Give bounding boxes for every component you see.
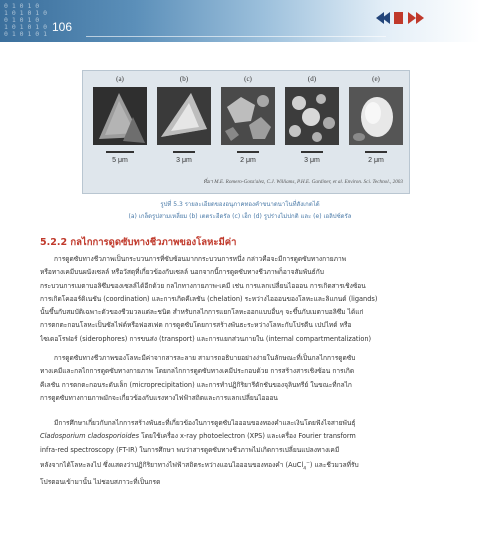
header-divider	[86, 36, 386, 37]
scale-bar-d	[285, 151, 339, 153]
page-header	[0, 0, 480, 42]
paragraph-1	[40, 253, 454, 346]
nav-previous-icon[interactable]	[376, 12, 390, 24]
paragraph-2	[40, 352, 454, 405]
sem-image-c	[221, 87, 275, 145]
paragraph-text: หลังจากได้โลหะลงไป ซึ่งแสดงว่าปฏิกิริยาทางไฟฟ้าสถิตระหว่างแอนไอออนของทองคำ (AuCl	[40, 461, 304, 470]
paragraph-line: การดูดซับทางกายภาพมักจะเกี่ยวข้องกับแรงทางไฟฟ้าสถิตและการแลกเปลี่ยนไอออน	[40, 393, 278, 402]
page-number: 106	[52, 20, 73, 34]
page-navigation	[370, 11, 470, 25]
sem-image-b	[157, 87, 211, 145]
paragraph-line: การเกิดโคออร์ดิเนชัน (coordination) และการเกิดคีเลชัน (chelation) ระหว่างไอออนของโลหะและลิแกนด์ (ligands)	[40, 294, 378, 303]
subscript: 4	[303, 466, 307, 472]
sem-image-e	[349, 87, 403, 145]
figure-caption-legend: (a) เกล็ดรูปสามเหลี่ยม (b) เตตระฮีดรัล (c) เฮ็ก (d) รูปร่างไม่ปกติ และ (e) เอลิปซ์ดรัล	[128, 213, 352, 220]
paragraph-line	[40, 430, 454, 443]
panel-label-e: (e)	[372, 75, 380, 83]
paragraph-line: การดูดซับทางชีวภาพเป็นกระบวนการที่ซับซ้อนมากกระบวนการหนึ่ง กล่าวคือจะมีการดูดซับทางกายภาพ	[54, 255, 347, 263]
scale-bar-c	[221, 151, 275, 153]
scale-label-b: 3 μm	[176, 157, 192, 164]
paragraph-line: หรือทางเคมีบนผนังเซลล์ หรือวัสดุที่เกี่ยวข้องกับเซลล์ นอกจากนี้การดูดซับทางชีวภาพก็อาจสัมพันธ์กับ	[40, 268, 324, 277]
species-name: Cladosporium cladosporioides	[40, 432, 140, 441]
paragraph-line: กระบวนการเมตาบอลิซึมของเซลล์ได้อีกด้วย กลไกทางกายภาพ-เคมี เช่น การแลกเปลี่ยนไอออน การเกิดสารเชิงซ้อน	[40, 281, 366, 290]
figure-sem-images	[82, 70, 410, 194]
scale-bar-a	[93, 151, 147, 153]
nav-next-icon[interactable]	[408, 12, 424, 24]
scale-bar-e	[349, 151, 403, 153]
paragraph-line: นั้นขึ้นกับสมบัติเฉพาะตัวของชีวมวลแต่ละชนิด สำหรับกลไกการแยกโลหะออกแบบอื่นๆ จะขึ้นกับเมตาบอลิซึม ได้แก่	[40, 308, 364, 317]
paragraph-line: ไซเดอโรฟอร์ (siderophores) การขนส่ง (transport) และการแยกส่วนภายใน (internal compartmentalization)	[40, 334, 372, 343]
paragraph-3	[40, 417, 454, 489]
scale-label-a: 5 μm	[112, 157, 128, 164]
section-heading: 5.2.2 กลไกการดูดซับทางชีวภาพของโลหะมีค่า	[40, 237, 237, 248]
panel-label-d: (d)	[307, 75, 317, 83]
superscript: −	[306, 460, 310, 466]
nav-stop-icon[interactable]	[394, 12, 403, 24]
paragraph-text: โดยใช้เครื่อง x-ray photoelectron (XPS) และเครื่อง Fourier transform	[139, 432, 356, 441]
scale-label-c: 2 μm	[240, 157, 256, 164]
paragraph-line: ทางเคมีและกลไกการดูดซับทางกายภาพ โดยกลไกการดูดซับทางเคมีประกอบด้วย การสร้างสารเชิงซ้อน การเกิด	[40, 367, 355, 376]
scale-bar-b	[157, 151, 211, 153]
paragraph-line: คีเลชัน การตกตะกอนระดับเล็ก (microprecipitation) และการทำปฏิกิริยารีดักชันของจุลินทรีย์ ในขณะที่กลไก	[40, 380, 352, 389]
figure-caption-title: รูปที่ 5.3 รายละเอียดของอนุภาคทองคำขนาดนาโนที่สังเกตได้	[160, 201, 320, 208]
paragraph-text: ) และชีวมวลที่รับ	[309, 461, 359, 470]
paragraph-line	[40, 457, 454, 476]
paragraph-line: มีการศึกษาเกี่ยวกับกลไกการสร้างพันธะที่เกี่ยวข้องในการดูดซับไอออนของทองคำและเงินโดยฟังไจสายพันธุ์	[54, 419, 356, 427]
sem-image-a	[93, 87, 147, 145]
paragraph-line: การตกตะกอนโลหะเป็นซัลไฟด์หรือฟอสเฟต การดูดซับโดยการสร้างพันธะระหว่างโลหะกับโปรตีน เปปไทด์ หรือ	[40, 321, 352, 330]
sem-image-d	[285, 87, 339, 145]
paragraph-line: infra-red spectroscopy (FT-IR) ในการศึกษา พบว่าสารดูดซับทางชีวภาพไม่เกิดการเปลี่ยนแปลงทางเคมี	[40, 445, 340, 454]
panel-label-c: (c)	[244, 75, 252, 83]
figure-credit: ที่มา M.E. Romero-Gonz'alez, C.J. Williams, P.H.E. Gardiner, et al. Environ. Sci. Technol., 2003	[203, 179, 403, 185]
binary-decoration: 0 1 0 1 0 1 0 1 0 1 0 0 1 0 1 0 1 0 1 0 1 0 0 1 0 1 0 1	[4, 2, 48, 38]
panel-label-b: (b)	[179, 75, 189, 83]
scale-label-d: 3 μm	[304, 157, 320, 164]
paragraph-line: โปรตอนเข้ามานั้น ไม่ชอบสภาวะที่เป็นกรด	[40, 477, 161, 486]
paragraph-line: การดูดซับทางชีวภาพของโลหะมีค่าจากสารละลาย สามารถอธิบายอย่างง่ายในลักษณะที่เป็นกลไกการดูดซับ	[54, 354, 356, 362]
panel-label-a: (a)	[116, 75, 124, 83]
scale-label-e: 2 μm	[368, 157, 384, 164]
